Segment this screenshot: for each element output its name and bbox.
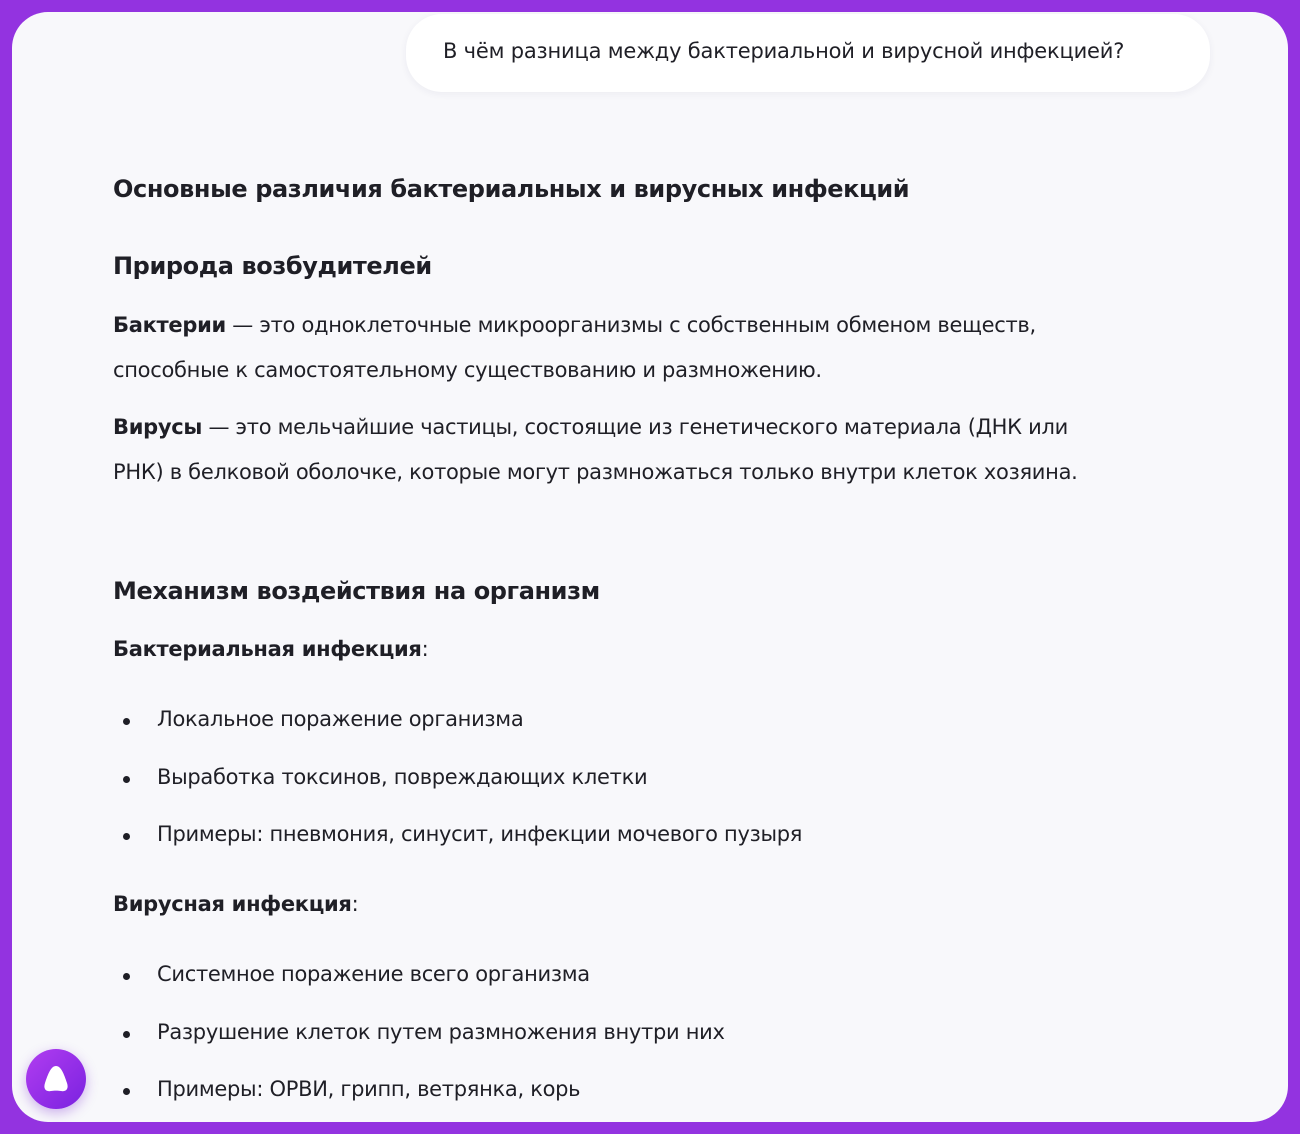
label-viral-infection xyxy=(113,892,358,916)
viral-infection-list xyxy=(113,962,725,1122)
label-colon: : xyxy=(351,892,359,916)
virus-description: — это мельчайшие частицы, состоящие из генетического материала (ДНК или РНК) в белковой оболочке, которые могут размножаться только внутри клеток хозяина. xyxy=(113,415,1078,484)
label-colon: : xyxy=(421,637,429,661)
list-item-text: Системное поражение всего организма xyxy=(157,962,590,986)
list-item-text: Разрушение клеток путем размножения внутри них xyxy=(157,1019,725,1044)
list-item xyxy=(113,1077,725,1122)
label-bacterial-infection xyxy=(113,637,428,661)
label-bacterial-infection-text: Бактериальная инфекция xyxy=(113,637,422,661)
paragraph-virus xyxy=(113,405,1123,495)
user-message-bubble xyxy=(406,14,1210,92)
term-virus: Вирусы xyxy=(113,415,203,439)
list-item xyxy=(113,765,802,823)
section-heading-nature: Природа возбудителей xyxy=(113,252,432,280)
list-item xyxy=(113,1020,725,1078)
list-item xyxy=(113,962,725,1020)
paragraph-bacteria xyxy=(113,303,1123,393)
list-item xyxy=(113,707,802,765)
bullet-icon xyxy=(123,973,130,980)
list-item-text: Локальное поражение организма xyxy=(157,707,524,731)
chat-window xyxy=(12,12,1288,1122)
alice-icon xyxy=(42,1064,70,1094)
section-heading-mechanism: Механизм воздействия на организм xyxy=(113,577,600,605)
bullet-icon xyxy=(123,1088,130,1095)
bacteria-description: — это одноклеточные микроорганизмы с собственным обменом веществ, способные к самостоятельному существованию и размножению. xyxy=(113,313,1036,382)
list-item-text: Примеры: ОРВИ, грипп, ветрянка, корь xyxy=(157,1077,581,1101)
list-item-text: Примеры: пневмония, синусит, инфекции мочевого пузыря xyxy=(157,822,803,846)
user-message-text: В чём разница между бактериальной и вирусной инфекцией? xyxy=(443,39,1125,63)
answer-title: Основные различия бактериальных и вирусных инфекций xyxy=(113,175,910,203)
list-item-text: Выработка токсинов, повреждающих клетки xyxy=(157,764,648,789)
list-item xyxy=(113,822,802,880)
bacterial-infection-list xyxy=(113,707,802,880)
bullet-icon xyxy=(123,718,130,725)
term-bacteria: Бактерии xyxy=(113,313,226,337)
assistant-button[interactable] xyxy=(26,1049,86,1109)
label-viral-infection-text: Вирусная инфекция xyxy=(113,892,352,916)
bullet-icon xyxy=(123,1031,130,1038)
bullet-icon xyxy=(123,833,130,840)
bullet-icon xyxy=(123,776,130,783)
